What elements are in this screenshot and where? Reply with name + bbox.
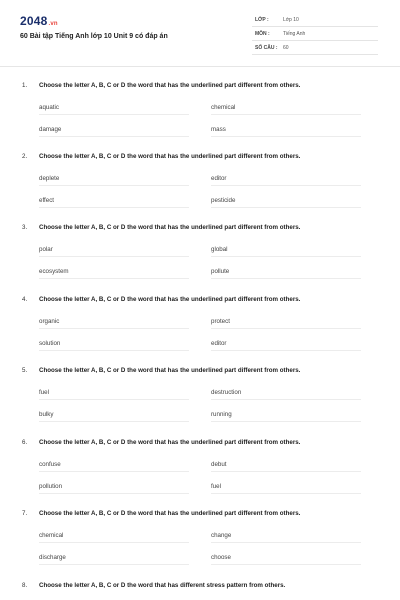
answer-option[interactable]	[211, 246, 361, 253]
question-item	[0, 153, 400, 225]
option-text: bulky	[39, 411, 54, 418]
answer-option[interactable]	[39, 461, 189, 468]
option-text: fuel	[211, 483, 221, 490]
option-underline	[39, 328, 189, 329]
option-underline	[211, 493, 361, 494]
option-underline	[39, 493, 189, 494]
option-text: pollution	[39, 483, 63, 490]
answer-option[interactable]	[39, 554, 189, 561]
meta-value: Tiếng Anh	[283, 31, 306, 37]
answer-option[interactable]	[39, 175, 189, 182]
answer-option[interactable]	[211, 340, 361, 347]
answer-option[interactable]	[211, 411, 361, 418]
answer-option[interactable]	[39, 126, 189, 133]
question-item	[0, 439, 400, 511]
option-text: destruction	[211, 389, 242, 396]
question-item	[0, 367, 400, 439]
meta-key: SỐ CÂU :	[255, 45, 278, 51]
option-text: protect	[211, 318, 230, 325]
meta-row-subject	[252, 27, 378, 41]
question-text: Choose the letter A, B, C or D the word that has the underlined part different from others.	[39, 439, 301, 446]
answer-option[interactable]	[211, 104, 361, 111]
option-underline	[211, 399, 361, 400]
option-text: editor	[211, 175, 227, 182]
option-text: polar	[39, 246, 53, 253]
option-underline	[39, 350, 189, 351]
answer-option[interactable]	[39, 104, 189, 111]
header-divider	[0, 66, 400, 67]
option-underline	[211, 564, 361, 565]
option-text: pollute	[211, 268, 230, 275]
question-item	[0, 224, 400, 296]
option-underline	[211, 185, 361, 186]
option-text: choose	[211, 554, 231, 561]
option-underline	[211, 421, 361, 422]
option-text: change	[211, 532, 232, 539]
answer-option[interactable]	[39, 197, 189, 204]
option-text: mass	[211, 126, 226, 133]
answer-option[interactable]	[39, 483, 189, 490]
option-text: deplete	[39, 175, 60, 182]
question-text: Choose the letter A, B, C or D the word that has the underlined part different from others.	[39, 296, 301, 303]
question-number: 2.	[22, 153, 28, 160]
question-item	[0, 296, 400, 368]
option-underline	[39, 136, 189, 137]
option-text: damage	[39, 126, 62, 133]
option-underline	[39, 471, 189, 472]
meta-row-count	[252, 41, 378, 55]
question-item	[0, 510, 400, 582]
option-underline	[211, 207, 361, 208]
question-number: 8.	[22, 582, 28, 589]
answer-option[interactable]	[39, 532, 189, 539]
question-item	[0, 82, 400, 154]
question-number: 1.	[22, 82, 28, 89]
answer-option[interactable]	[211, 268, 361, 275]
option-text: solution	[39, 340, 61, 347]
site-logo[interactable]	[20, 14, 58, 28]
option-underline	[39, 207, 189, 208]
option-underline	[39, 564, 189, 565]
option-text: ecosystem	[39, 268, 69, 275]
answer-option[interactable]	[211, 175, 361, 182]
option-underline	[211, 542, 361, 543]
meta-value: 60	[283, 45, 289, 51]
answer-option[interactable]	[211, 389, 361, 396]
answer-option[interactable]	[39, 246, 189, 253]
meta-key: MÔN :	[255, 31, 270, 37]
option-underline	[211, 114, 361, 115]
answer-option[interactable]	[39, 318, 189, 325]
question-text: Choose the letter A, B, C or D the word that has the underlined part different from others.	[39, 153, 301, 160]
option-text: chemical	[39, 532, 64, 539]
option-underline	[39, 278, 189, 279]
question-text: Choose the letter A, B, C or D the word that has the underlined part different from others.	[39, 82, 301, 89]
option-text: running	[211, 411, 232, 418]
answer-option[interactable]	[211, 318, 361, 325]
option-text: organic	[39, 318, 60, 325]
answer-option[interactable]	[211, 554, 361, 561]
option-text: effect	[39, 197, 55, 204]
logo-suffix: .vn	[48, 21, 58, 27]
option-underline	[211, 471, 361, 472]
answer-option[interactable]	[39, 268, 189, 275]
meta-value: Lớp 10	[283, 17, 299, 23]
answer-option[interactable]	[211, 461, 361, 468]
option-text: editor	[211, 340, 227, 347]
option-underline	[211, 328, 361, 329]
question-text: Choose the letter A, B, C or D the word that has the underlined part different from others.	[39, 510, 301, 517]
answer-option[interactable]	[211, 483, 361, 490]
question-text: Choose the letter A, B, C or D the word that has different stress pattern from others.	[39, 582, 286, 589]
question-text: Choose the letter A, B, C or D the word that has the underlined part different from others.	[39, 224, 301, 231]
meta-row-class	[252, 13, 378, 27]
answer-option[interactable]	[39, 340, 189, 347]
option-underline	[39, 185, 189, 186]
option-underline	[211, 256, 361, 257]
document-title: 60 Bài tập Tiếng Anh lớp 10 Unit 9 có đáp án	[20, 33, 168, 40]
option-underline	[39, 256, 189, 257]
page-header	[0, 0, 400, 64]
option-underline	[211, 136, 361, 137]
question-number: 5.	[22, 367, 28, 374]
answer-option[interactable]	[211, 126, 361, 133]
question-number: 7.	[22, 510, 28, 517]
answer-option[interactable]	[39, 389, 189, 396]
answer-option[interactable]	[211, 532, 361, 539]
option-underline	[39, 542, 189, 543]
question-number: 3.	[22, 224, 28, 231]
option-underline	[39, 421, 189, 422]
meta-key: LỚP :	[255, 17, 269, 23]
answer-option[interactable]	[211, 197, 361, 204]
option-underline	[39, 399, 189, 400]
option-text: global	[211, 246, 228, 253]
option-text: fuel	[39, 389, 49, 396]
option-text: confuse	[39, 461, 61, 468]
question-item	[0, 582, 400, 598]
question-number: 4.	[22, 296, 28, 303]
option-text: discharge	[39, 554, 66, 561]
option-text: pesticide	[211, 197, 236, 204]
question-number: 6.	[22, 439, 28, 446]
option-underline	[211, 278, 361, 279]
option-underline	[211, 350, 361, 351]
option-text: debut	[211, 461, 227, 468]
option-text: chemical	[211, 104, 236, 111]
answer-option[interactable]	[39, 411, 189, 418]
option-text: aquatic	[39, 104, 59, 111]
logo-text: 2048	[20, 14, 48, 28]
question-text: Choose the letter A, B, C or D the word that has the underlined part different from others.	[39, 367, 301, 374]
option-underline	[39, 114, 189, 115]
